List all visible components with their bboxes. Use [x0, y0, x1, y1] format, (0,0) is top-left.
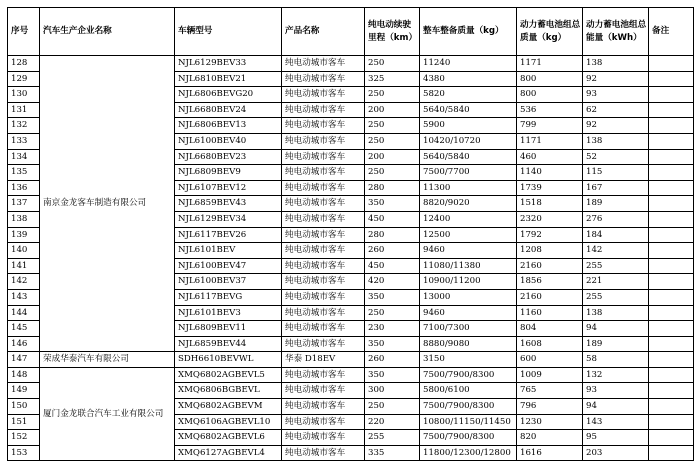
cell-product: 纯电动城市客车 — [282, 118, 365, 134]
cell-notes — [649, 149, 694, 165]
cell-mass: 5640/5840 — [420, 102, 517, 118]
cell-battery-energy: 94 — [583, 321, 649, 337]
cell-range: 260 — [365, 243, 420, 259]
cell-battery-energy: 132 — [583, 367, 649, 383]
cell-seq: 149 — [8, 383, 40, 399]
cell-notes — [649, 71, 694, 87]
cell-notes — [649, 227, 694, 243]
header-mass: 整车整备质量（kg） — [420, 8, 517, 56]
cell-manufacturer: 南京金龙客车制造有限公司 — [40, 56, 175, 352]
cell-mass: 11080/11380 — [420, 258, 517, 274]
cell-mass: 11800/12300/12800 — [420, 445, 517, 461]
cell-range: 260 — [365, 352, 420, 368]
cell-product: 纯电动城市客车 — [282, 430, 365, 446]
cell-battery-mass: 1171 — [517, 133, 583, 149]
cell-battery-mass: 804 — [517, 321, 583, 337]
cell-battery-energy: 93 — [583, 383, 649, 399]
cell-product: 纯电动城市客车 — [282, 227, 365, 243]
cell-notes — [649, 196, 694, 212]
cell-notes — [649, 274, 694, 290]
table-row — [8, 367, 694, 383]
header-battery-energy: 动力蓄电池组总能量（kWh） — [583, 8, 649, 56]
cell-manufacturer: 荣成华泰汽车有限公司 — [40, 352, 175, 368]
cell-mass: 8820/9020 — [420, 196, 517, 212]
cell-mass: 7500/7700 — [420, 165, 517, 181]
cell-mass: 10900/11200 — [420, 274, 517, 290]
cell-seq: 131 — [8, 102, 40, 118]
cell-battery-energy: 184 — [583, 227, 649, 243]
header-model: 车辆型号 — [175, 8, 282, 56]
cell-range: 325 — [365, 71, 420, 87]
cell-mass: 7500/7900/8300 — [420, 430, 517, 446]
cell-product: 纯电动城市客车 — [282, 149, 365, 165]
cell-product: 纯电动城市客车 — [282, 87, 365, 103]
cell-mass: 12500 — [420, 227, 517, 243]
cell-mass: 10800/11150/11450 — [420, 414, 517, 430]
cell-battery-energy: 255 — [583, 258, 649, 274]
cell-model: NJL6680BEV23 — [175, 149, 282, 165]
cell-model: XMQ6802AGBEVL5 — [175, 367, 282, 383]
cell-range: 450 — [365, 258, 420, 274]
cell-model: NJL6101BEV3 — [175, 305, 282, 321]
cell-mass: 9460 — [420, 243, 517, 259]
cell-range: 300 — [365, 383, 420, 399]
cell-battery-energy: 92 — [583, 71, 649, 87]
cell-battery-energy: 189 — [583, 336, 649, 352]
cell-battery-energy: 138 — [583, 133, 649, 149]
cell-mass: 7500/7900/8300 — [420, 399, 517, 415]
cell-notes — [649, 321, 694, 337]
cell-battery-mass: 2160 — [517, 258, 583, 274]
cell-seq: 150 — [8, 399, 40, 415]
cell-battery-mass: 796 — [517, 399, 583, 415]
cell-battery-energy: 138 — [583, 56, 649, 72]
cell-battery-mass: 2320 — [517, 211, 583, 227]
cell-battery-mass: 1616 — [517, 445, 583, 461]
cell-range: 200 — [365, 102, 420, 118]
cell-product: 纯电动城市客车 — [282, 211, 365, 227]
cell-range: 420 — [365, 274, 420, 290]
cell-battery-mass: 1856 — [517, 274, 583, 290]
cell-seq: 135 — [8, 165, 40, 181]
cell-mass: 10420/10720 — [420, 133, 517, 149]
cell-product: 纯电动城市客车 — [282, 414, 365, 430]
cell-battery-mass: 800 — [517, 71, 583, 87]
cell-product: 纯电动城市客车 — [282, 133, 365, 149]
header-manufacturer: 汽车生产企业名称 — [40, 8, 175, 56]
cell-seq: 148 — [8, 367, 40, 383]
cell-seq: 152 — [8, 430, 40, 446]
cell-seq: 133 — [8, 133, 40, 149]
cell-model: XMQ6806BGBEVL — [175, 383, 282, 399]
cell-battery-energy: 167 — [583, 180, 649, 196]
cell-notes — [649, 133, 694, 149]
cell-seq: 129 — [8, 71, 40, 87]
cell-battery-mass: 1739 — [517, 180, 583, 196]
cell-battery-energy: 142 — [583, 243, 649, 259]
header-range: 纯电动续驶里程（km） — [365, 8, 420, 56]
cell-notes — [649, 180, 694, 196]
cell-model: NJL6107BEV12 — [175, 180, 282, 196]
cell-range: 350 — [365, 336, 420, 352]
cell-mass: 13000 — [420, 289, 517, 305]
cell-mass: 4380 — [420, 71, 517, 87]
cell-range: 335 — [365, 445, 420, 461]
cell-range: 250 — [365, 165, 420, 181]
cell-mass: 3150 — [420, 352, 517, 368]
cell-seq: 143 — [8, 289, 40, 305]
cell-product: 纯电动城市客车 — [282, 102, 365, 118]
header-product: 产品名称 — [282, 8, 365, 56]
cell-mass: 11240 — [420, 56, 517, 72]
table-body — [8, 56, 694, 461]
cell-notes — [649, 165, 694, 181]
cell-seq: 144 — [8, 305, 40, 321]
cell-product: 纯电动城市客车 — [282, 321, 365, 337]
cell-range: 200 — [365, 149, 420, 165]
cell-range: 220 — [365, 414, 420, 430]
cell-seq: 138 — [8, 211, 40, 227]
cell-model: NJL6100BEV47 — [175, 258, 282, 274]
cell-seq: 136 — [8, 180, 40, 196]
cell-battery-energy: 138 — [583, 305, 649, 321]
cell-battery-energy: 143 — [583, 414, 649, 430]
table-row — [8, 56, 694, 72]
cell-range: 250 — [365, 56, 420, 72]
cell-mass: 5820 — [420, 87, 517, 103]
cell-notes — [649, 336, 694, 352]
cell-notes — [649, 289, 694, 305]
cell-mass: 12400 — [420, 211, 517, 227]
cell-seq: 139 — [8, 227, 40, 243]
cell-battery-mass: 1608 — [517, 336, 583, 352]
cell-battery-mass: 1171 — [517, 56, 583, 72]
cell-mass: 9460 — [420, 305, 517, 321]
cell-notes — [649, 430, 694, 446]
cell-range: 350 — [365, 367, 420, 383]
cell-model: NJL6859BEV43 — [175, 196, 282, 212]
cell-model: XMQ6106AGBEVL10 — [175, 414, 282, 430]
cell-product: 纯电动城市客车 — [282, 56, 365, 72]
cell-model: NJL6100BEV37 — [175, 274, 282, 290]
cell-model: SDH6610BEVWL — [175, 352, 282, 368]
cell-product: 纯电动城市客车 — [282, 399, 365, 415]
cell-range: 350 — [365, 289, 420, 305]
cell-model: XMQ6802AGBEVL6 — [175, 430, 282, 446]
header-battery-mass: 动力蓄电池组总质量（kg） — [517, 8, 583, 56]
cell-battery-mass: 1792 — [517, 227, 583, 243]
cell-notes — [649, 87, 694, 103]
cell-range: 255 — [365, 430, 420, 446]
cell-battery-mass: 1230 — [517, 414, 583, 430]
cell-seq: 147 — [8, 352, 40, 368]
cell-battery-energy: 255 — [583, 289, 649, 305]
cell-notes — [649, 367, 694, 383]
cell-model: NJL6129BEV34 — [175, 211, 282, 227]
cell-range: 250 — [365, 305, 420, 321]
cell-product: 纯电动城市客车 — [282, 336, 365, 352]
header-row — [8, 8, 694, 56]
cell-range: 250 — [365, 399, 420, 415]
cell-range: 450 — [365, 211, 420, 227]
cell-model: NJL6806BEV13 — [175, 118, 282, 134]
cell-product: 纯电动城市客车 — [282, 165, 365, 181]
cell-model: NJL6129BEV33 — [175, 56, 282, 72]
cell-battery-mass: 820 — [517, 430, 583, 446]
cell-range: 230 — [365, 321, 420, 337]
cell-mass: 11300 — [420, 180, 517, 196]
cell-notes — [649, 258, 694, 274]
cell-battery-mass: 1140 — [517, 165, 583, 181]
cell-battery-energy: 189 — [583, 196, 649, 212]
cell-battery-energy: 95 — [583, 430, 649, 446]
cell-range: 280 — [365, 180, 420, 196]
cell-model: NJL6117BEVG — [175, 289, 282, 305]
cell-product: 纯电动城市客车 — [282, 71, 365, 87]
cell-product: 纯电动城市客车 — [282, 367, 365, 383]
cell-battery-energy: 276 — [583, 211, 649, 227]
cell-mass: 5640/5840 — [420, 149, 517, 165]
cell-model: NJL6809BEV9 — [175, 165, 282, 181]
cell-seq: 145 — [8, 321, 40, 337]
cell-battery-mass: 2160 — [517, 289, 583, 305]
cell-battery-mass: 799 — [517, 118, 583, 134]
cell-model: XMQ6127AGBEVL4 — [175, 445, 282, 461]
header-notes: 备注 — [649, 8, 694, 56]
cell-range: 350 — [365, 196, 420, 212]
header-seq: 序号 — [8, 8, 40, 56]
cell-notes — [649, 352, 694, 368]
cell-range: 250 — [365, 118, 420, 134]
cell-model: NJL6100BEV40 — [175, 133, 282, 149]
cell-seq: 141 — [8, 258, 40, 274]
cell-battery-energy: 203 — [583, 445, 649, 461]
cell-notes — [649, 102, 694, 118]
cell-seq: 134 — [8, 149, 40, 165]
cell-seq: 146 — [8, 336, 40, 352]
cell-product: 华泰 D18EV — [282, 352, 365, 368]
cell-battery-mass: 600 — [517, 352, 583, 368]
cell-seq: 151 — [8, 414, 40, 430]
cell-battery-energy: 52 — [583, 149, 649, 165]
cell-model: NJL6680BEV24 — [175, 102, 282, 118]
cell-seq: 153 — [8, 445, 40, 461]
cell-notes — [649, 211, 694, 227]
cell-mass: 7500/7900/8300 — [420, 367, 517, 383]
cell-model: XMQ6802AGBEVM — [175, 399, 282, 415]
cell-product: 纯电动城市客车 — [282, 243, 365, 259]
cell-battery-energy: 115 — [583, 165, 649, 181]
cell-battery-mass: 800 — [517, 87, 583, 103]
cell-product: 纯电动城市客车 — [282, 180, 365, 196]
cell-battery-mass: 1518 — [517, 196, 583, 212]
cell-battery-energy: 94 — [583, 399, 649, 415]
cell-product: 纯电动城市客车 — [282, 305, 365, 321]
cell-notes — [649, 383, 694, 399]
cell-battery-energy: 92 — [583, 118, 649, 134]
cell-notes — [649, 56, 694, 72]
cell-seq: 132 — [8, 118, 40, 134]
cell-mass: 5800/6100 — [420, 383, 517, 399]
cell-product: 纯电动城市客车 — [282, 258, 365, 274]
cell-model: NJL6117BEV26 — [175, 227, 282, 243]
cell-model: NJL6809BEV11 — [175, 321, 282, 337]
cell-model: NJL6859BEV44 — [175, 336, 282, 352]
cell-range: 280 — [365, 227, 420, 243]
cell-product: 纯电动城市客车 — [282, 383, 365, 399]
vehicle-catalog-table — [7, 7, 694, 461]
cell-battery-mass: 765 — [517, 383, 583, 399]
cell-seq: 142 — [8, 274, 40, 290]
cell-battery-mass: 536 — [517, 102, 583, 118]
cell-battery-energy: 58 — [583, 352, 649, 368]
cell-product: 纯电动城市客车 — [282, 289, 365, 305]
cell-seq: 130 — [8, 87, 40, 103]
cell-mass: 5900 — [420, 118, 517, 134]
cell-model: NJL6101BEV — [175, 243, 282, 259]
cell-product: 纯电动城市客车 — [282, 445, 365, 461]
cell-notes — [649, 118, 694, 134]
cell-product: 纯电动城市客车 — [282, 274, 365, 290]
cell-battery-energy: 93 — [583, 87, 649, 103]
cell-notes — [649, 414, 694, 430]
cell-battery-mass: 1208 — [517, 243, 583, 259]
cell-notes — [649, 399, 694, 415]
cell-mass: 7100/7300 — [420, 321, 517, 337]
cell-seq: 128 — [8, 56, 40, 72]
cell-battery-mass: 1160 — [517, 305, 583, 321]
cell-notes — [649, 305, 694, 321]
table-row — [8, 352, 694, 368]
cell-battery-energy: 221 — [583, 274, 649, 290]
cell-mass: 8880/9080 — [420, 336, 517, 352]
cell-battery-mass: 1009 — [517, 367, 583, 383]
cell-seq: 137 — [8, 196, 40, 212]
cell-range: 250 — [365, 133, 420, 149]
cell-model: NJL6810BEV21 — [175, 71, 282, 87]
cell-range: 250 — [365, 87, 420, 103]
cell-model: NJL6806BEVG20 — [175, 87, 282, 103]
cell-battery-energy: 62 — [583, 102, 649, 118]
cell-manufacturer: 厦门金龙联合汽车工业有限公司 — [40, 367, 175, 461]
cell-battery-mass: 460 — [517, 149, 583, 165]
cell-product: 纯电动城市客车 — [282, 196, 365, 212]
cell-notes — [649, 243, 694, 259]
cell-seq: 140 — [8, 243, 40, 259]
cell-notes — [649, 445, 694, 461]
